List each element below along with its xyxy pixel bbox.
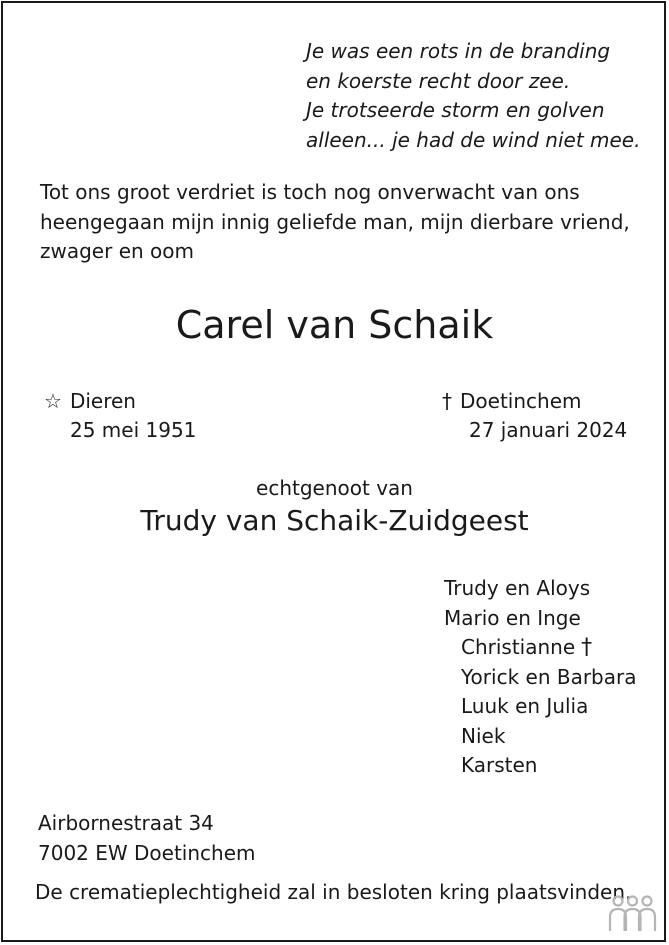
spouse-label: echtgenoot van (256, 476, 413, 500)
cross-icon: † (442, 389, 452, 413)
poem-line: en koerste recht door zee. (306, 68, 571, 93)
address (38, 809, 256, 868)
ceremony-text: De crematieplechtigheid zal in besloten kring plaatsvinden. (35, 880, 632, 904)
intro-line: heengegaan mijn innig geliefde man, mijn dierbare vriend, (40, 209, 630, 234)
poem (306, 37, 640, 155)
death-place (442, 387, 581, 416)
grandchild: Niek (461, 723, 506, 748)
death-place-text: Doetinchem (460, 389, 582, 413)
birth-place-text: Dieren (69, 389, 136, 413)
grandchild-name: Christianne (461, 635, 576, 659)
grandchild: Karsten (461, 753, 538, 777)
grandchild: Luuk en Julia (461, 694, 589, 718)
poem-line: Je trotseerde storm en golven (306, 98, 605, 122)
intro-line: zwager en oom (40, 239, 194, 263)
grandchild: Yorick en Barbara (461, 664, 637, 689)
birth-date: 25 mei 1951 (70, 418, 197, 442)
star-icon: ☆ (44, 389, 62, 413)
address-city: 7002 EW Doetinchem (38, 840, 256, 865)
intro-text (40, 178, 630, 267)
family-member: Mario en Inge (444, 605, 581, 630)
poem-line: alleen... je had de wind niet mee. (306, 127, 641, 152)
deceased-name: Carel van Schaik (175, 303, 494, 347)
family-member: Trudy en Aloys (444, 576, 591, 600)
intro-line: Tot ons groot verdriet is toch nog onverwacht van ons (40, 180, 580, 204)
birth-place (44, 387, 136, 416)
address-street: Airbornestraat 34 (38, 811, 214, 835)
poem-line: Je was een rots in de branding (306, 39, 611, 63)
spouse-name: Trudy van Schaik-Zuidgeest (140, 504, 529, 537)
people-group-icon (605, 893, 660, 933)
death-date: 27 januari 2024 (469, 418, 628, 442)
cross-icon: † (581, 635, 593, 660)
grandchild (444, 633, 636, 663)
family-list (444, 574, 636, 781)
